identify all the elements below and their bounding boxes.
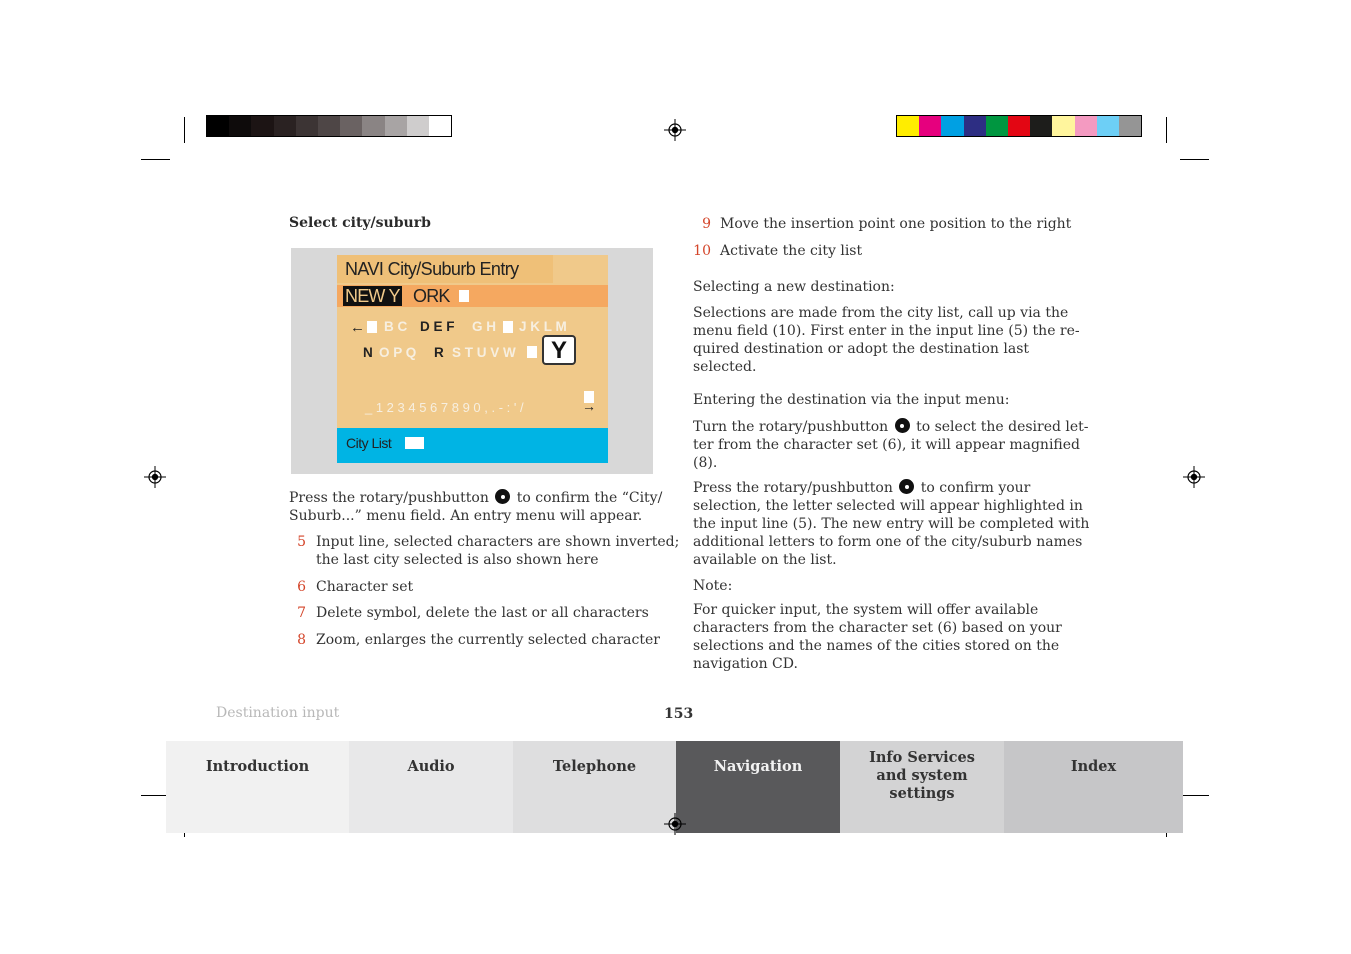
para-text: Turn the rotary/pushbutton <box>693 419 889 435</box>
label-box <box>527 346 537 358</box>
registration-mark-icon <box>664 813 686 835</box>
item-text: Input line, selected characters are shown inverted; <box>316 534 680 550</box>
color-swatch <box>296 116 318 136</box>
charset-row2-d: S T U V W <box>452 345 516 360</box>
color-swatch <box>318 116 340 136</box>
tab-label: Telephone <box>552 758 637 775</box>
color-swatch <box>986 116 1008 136</box>
registration-mark-icon <box>144 466 166 488</box>
para-text: Press the rotary/pushbutton <box>289 490 489 506</box>
tab-index[interactable] <box>1004 741 1183 833</box>
charset-row2-a: N <box>363 345 373 360</box>
item-number: 10 <box>693 243 711 259</box>
para-line: ter from the character set (6), it will appear magnified <box>693 437 1081 453</box>
item-number: 8 <box>297 632 306 648</box>
rotary-pushbutton-icon <box>495 489 510 504</box>
para-line: For quicker input, the system will offer available <box>693 602 1039 618</box>
page-number: 153 <box>664 706 694 722</box>
color-swatch <box>964 116 986 136</box>
color-swatch <box>1030 116 1052 136</box>
para-line: selected. <box>693 359 757 375</box>
cmyk-color-bar <box>896 115 1142 137</box>
para-text: to confirm your <box>920 480 1031 496</box>
para-line: available on the list. <box>693 552 837 568</box>
para-line: quired destination or adopt the destination last <box>693 341 1029 357</box>
intro-paragraph <box>289 489 669 525</box>
charset-row2-b: O P Q <box>379 345 417 360</box>
charset-row1-a: B C <box>384 319 408 334</box>
screen-title: NAVI City/Suburb Entry <box>337 255 553 283</box>
paragraph-note <box>693 601 1062 673</box>
tab-telephone[interactable] <box>513 741 676 833</box>
charset-digits: _ 1 2 3 4 5 6 7 8 9 0 , . - : ' / <box>365 400 524 415</box>
color-swatch <box>251 116 273 136</box>
input-inverted-text: NEW Y <box>345 286 400 306</box>
para-line: navigation CD. <box>693 656 798 672</box>
tab-label: Introduction <box>205 758 310 775</box>
label-box <box>367 321 377 333</box>
para-line: (8). <box>693 455 718 471</box>
zoom-character: Y <box>542 335 576 365</box>
color-swatch <box>941 116 963 136</box>
color-swatch <box>207 116 229 136</box>
section-heading: Select city/suburb <box>289 215 431 231</box>
charset-row1-c: G H <box>472 319 497 334</box>
tab-info-services[interactable] <box>840 741 1004 833</box>
item-text: Character set <box>316 579 414 595</box>
subheading-input-menu: Entering the destination via the input menu: <box>693 392 1010 408</box>
color-swatch <box>1008 116 1030 136</box>
charset-row1-d: J K L M <box>519 319 567 334</box>
navi-screen <box>337 255 608 463</box>
color-swatch <box>1119 116 1141 136</box>
item-text: Activate the city list <box>720 243 863 259</box>
color-swatch <box>429 116 451 136</box>
rotary-pushbutton-icon <box>899 479 914 494</box>
color-swatch <box>229 116 251 136</box>
tab-label: Audio <box>407 758 455 775</box>
para-text: Press the rotary/pushbutton <box>693 480 893 496</box>
item-text: Zoom, enlarges the currently selected character <box>316 632 660 648</box>
tab-introduction[interactable] <box>166 741 349 833</box>
color-swatch <box>407 116 429 136</box>
charset-row1-b: D E F <box>420 319 455 334</box>
item-text: Move the insertion point one position to the right <box>720 216 1072 232</box>
tab-label: Index <box>1070 758 1117 775</box>
label-box <box>405 437 424 449</box>
para-line: menu field (10). First enter in the input line (5) the re- <box>693 323 1080 339</box>
tab-label: Info Services and system settings <box>869 749 975 802</box>
section-label: Destination input <box>216 705 340 721</box>
item-number: 9 <box>702 216 711 232</box>
grayscale-color-bar <box>206 115 452 137</box>
color-swatch <box>362 116 384 136</box>
label-box <box>503 321 513 333</box>
para-text: to confirm the “City/ <box>516 490 663 506</box>
color-swatch <box>919 116 941 136</box>
color-swatch <box>340 116 362 136</box>
color-swatch <box>897 116 919 136</box>
color-swatch <box>1052 116 1074 136</box>
right-arrow-icon: → <box>582 398 596 414</box>
delete-arrow-icon: ← <box>350 319 365 336</box>
color-swatch <box>1075 116 1097 136</box>
item-number: 7 <box>297 605 306 621</box>
para-text: to select the desired let- <box>916 419 1089 435</box>
paragraph-selections <box>693 304 1080 376</box>
screen-input-line <box>337 285 608 307</box>
paragraph-turn <box>693 418 1089 472</box>
tab-label: Navigation <box>713 758 803 775</box>
note-label: Note: <box>693 578 733 594</box>
para-line: the input line (5). The new entry will be completed with <box>693 516 1090 532</box>
tab-navigation[interactable] <box>676 741 840 833</box>
item-text: Delete symbol, delete the last or all characters <box>316 605 649 621</box>
navi-screen-figure <box>291 248 653 474</box>
subheading-new-destination: Selecting a new destination: <box>693 279 895 295</box>
city-list-field <box>337 428 608 463</box>
para-line: additional letters to form one of the city/suburb names <box>693 534 1083 550</box>
para-line: characters from the character set (6) based on your <box>693 620 1062 636</box>
para-line: selections and the names of the cities stored on the <box>693 638 1060 654</box>
para-line: Selections are made from the city list, call up via the <box>693 305 1069 321</box>
charset-row2-c: R <box>434 345 444 360</box>
para-line: selection, the letter selected will appear highlighted in <box>693 498 1083 514</box>
para-text: Suburb...” menu field. An entry menu will appear. <box>289 508 643 524</box>
item-number: 5 <box>297 534 306 550</box>
registration-mark-icon <box>1183 466 1205 488</box>
cursor-label-box <box>459 290 469 302</box>
item-number: 6 <box>297 579 306 595</box>
color-swatch <box>274 116 296 136</box>
rotary-pushbutton-icon <box>895 418 910 433</box>
city-list-label: City List <box>346 435 392 451</box>
input-suggested-text: ORK <box>413 286 450 306</box>
tab-audio[interactable] <box>349 741 513 833</box>
item-text: the last city selected is also shown here <box>316 552 599 568</box>
color-swatch <box>385 116 407 136</box>
color-swatch <box>1097 116 1119 136</box>
registration-mark-icon <box>664 119 686 141</box>
paragraph-press <box>693 479 1089 569</box>
